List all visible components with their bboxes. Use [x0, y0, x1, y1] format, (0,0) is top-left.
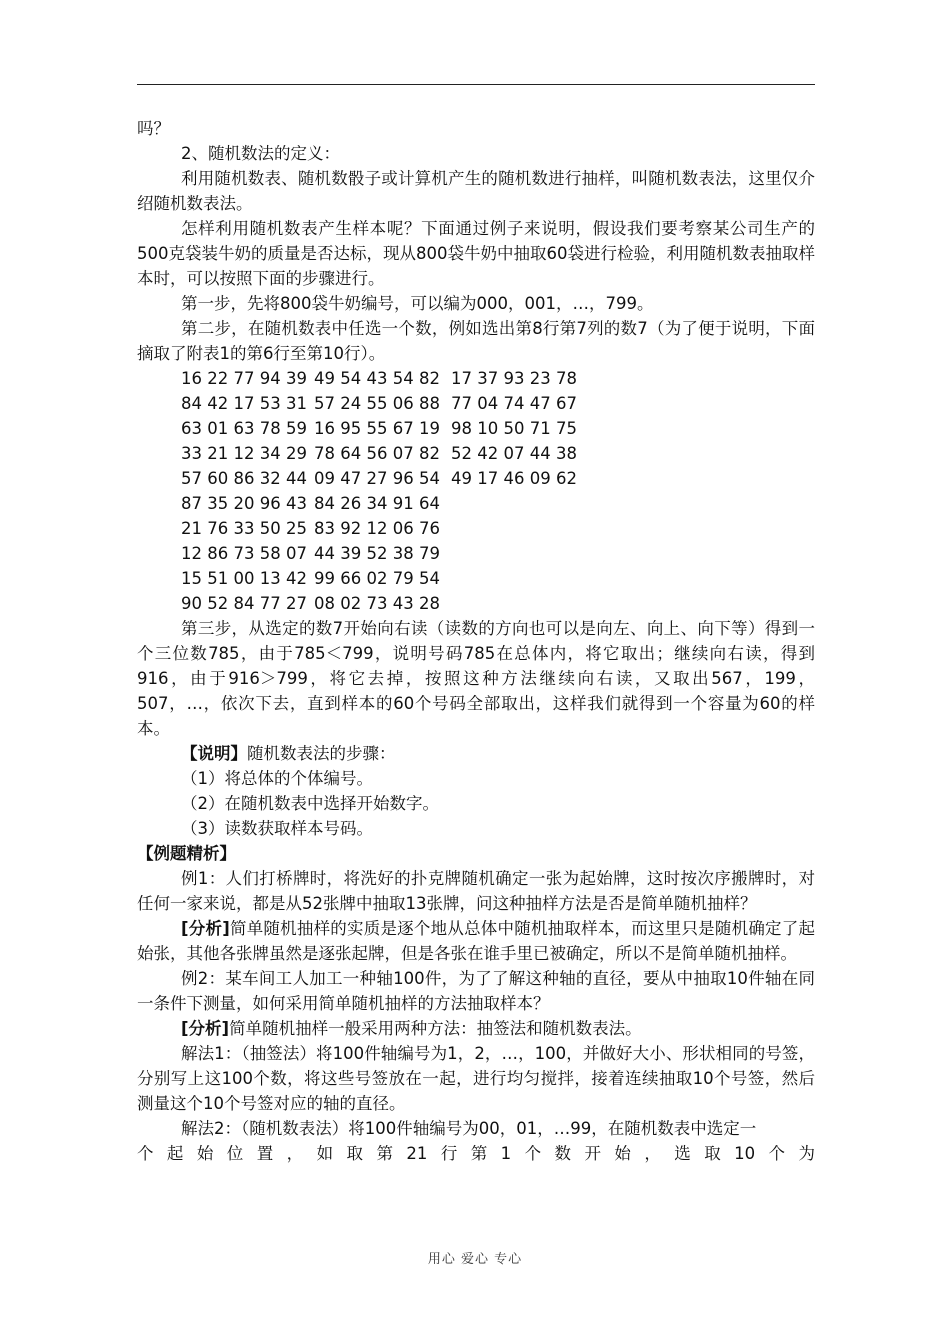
paragraph: [137, 916, 815, 966]
table-row: [137, 441, 815, 466]
paragraph: [137, 166, 815, 216]
paragraph-text: 简单随机抽样一般采用两种方法：抽签法和随机数表法。: [229, 1019, 642, 1038]
table-cell: 90 52 84 77 27: [181, 594, 307, 613]
table-cell: 52 42 07 44 38: [451, 444, 577, 463]
paragraph-text: 随机数表法的步骤：: [247, 744, 396, 763]
table-cell: 57 60 86 32 44: [181, 469, 307, 488]
paragraph-text: 解法2：（随机数表法）将100件轴编号为00，01，…99，在随机数表中选定一: [181, 1119, 757, 1138]
paragraph-text: （2）在随机数表中选择开始数字。: [181, 794, 439, 813]
table-cell: 63 01 63 78 59: [181, 419, 307, 438]
random-number-table: [137, 366, 815, 616]
paragraph-text: 例2：某车间工人加工一种轴100件，为了了解这种轴的直径，要从中抽取10件轴在同一条件下测量，如何采用简单随机抽样的方法抽取样本？: [137, 969, 815, 1013]
table-cell: 84 26 34 91 64: [314, 494, 440, 513]
paragraph: [137, 1116, 815, 1141]
paragraph: [137, 616, 815, 741]
table-cell: 77 04 74 47 67: [451, 394, 577, 413]
paragraph-text: 第三步，从选定的数7开始向右读（读数的方向也可以是向左、向上、向下等）得到一个三位数785，由于785＜799，说明号码785在总体内，将它取出；继续向右读，得到916，由于916＞799，将它去掉，按照这种方法继续向右读，又取出567，199，507，…，依次下去，直到样本的60个号码全部取出，这样我们就得到一个容量为60的样本。: [137, 619, 815, 738]
paragraph-text: 第二步，在随机数表中任选一个数，例如选出第8行第7列的数7（为了便于说明，下面摘取了附表1的第6行至第10行）。: [137, 319, 815, 363]
table-cell: 87 35 20 96 43: [181, 494, 307, 513]
table-row: [137, 366, 815, 391]
table-cell: 12 86 73 58 07: [181, 544, 307, 563]
paragraph-label: [分析]: [181, 1019, 230, 1038]
paragraph-label: 【说明】: [181, 744, 247, 763]
table-cell: 21 76 33 50 25: [181, 519, 307, 538]
paragraph: [137, 1141, 815, 1166]
page-footer: 用心 爱心 专心: [427, 1252, 523, 1267]
table-cell: 15 51 00 13 42: [181, 569, 307, 588]
paragraph-text: （3）读数获取样本号码。: [181, 819, 373, 838]
header-rule: [137, 84, 815, 85]
table-row: [137, 591, 815, 616]
table-cell: 83 92 12 06 76: [314, 519, 440, 538]
paragraph: [137, 816, 815, 841]
document-body: [137, 116, 815, 1166]
paragraph: [137, 1016, 815, 1041]
table-cell: 99 66 02 79 54: [314, 569, 440, 588]
paragraph-label: 【例题精析】: [137, 844, 236, 863]
paragraph: [137, 766, 815, 791]
paragraph-text: 解法1：（抽签法）将100件轴编号为1，2，…，100，并做好大小、形状相同的号签，分别写上这100个数，将这些号签放在一起，进行均匀搅拌，接着连续抽取10个号签，然后测量这个10个号签对应的轴的直径。: [137, 1044, 815, 1113]
paragraph: [137, 116, 815, 141]
paragraph-text: 例1：人们打桥牌时，将洗好的扑克牌随机确定一张为起始牌，这时按次序搬牌时，对任何一家来说，都是从52张牌中抽取13张牌，问这种抽样方法是否是简单随机抽样？: [137, 869, 815, 913]
table-row: [137, 466, 815, 491]
paragraph: [137, 216, 815, 291]
table-row: [137, 541, 815, 566]
table-cell: 98 10 50 71 75: [451, 419, 577, 438]
table-cell: 33 21 12 34 29: [181, 444, 307, 463]
table-cell: 49 17 46 09 62: [451, 469, 577, 488]
intro-section: [137, 116, 815, 366]
paragraph-text: 个起始位置，如取第21行第1个数开始，选取10个为: [137, 1144, 815, 1163]
table-row: [137, 416, 815, 441]
table-cell: 78 64 56 07 82: [314, 444, 440, 463]
table-row: [137, 516, 815, 541]
paragraph: [137, 791, 815, 816]
paragraph-text: 吗？: [137, 119, 170, 138]
paragraph-text: 简单随机抽样的实质是逐个地从总体中随机抽取样本，而这里只是随机确定了起始张，其他各张牌虽然是逐张起牌，但是各张在谁手里已被确定，所以不是简单随机抽样。: [137, 919, 815, 963]
paragraph: [137, 841, 815, 866]
table-row: [137, 391, 815, 416]
table-row: [137, 566, 815, 591]
paragraph-text: 怎样利用随机数表产生样本呢？下面通过例子来说明，假设我们要考察某公司生产的500克袋装牛奶的质量是否达标，现从800袋牛奶中抽取60袋进行检验，利用随机数表抽取样本时，可以按照下面的步骤进行。: [137, 219, 815, 288]
paragraph: [137, 291, 815, 316]
table-cell: 84 42 17 53 31: [181, 394, 307, 413]
paragraph-text: 2、随机数法的定义：: [181, 144, 340, 163]
paragraph: [137, 316, 815, 366]
table-cell: 09 47 27 96 54: [314, 469, 440, 488]
table-cell: 57 24 55 06 88: [314, 394, 440, 413]
paragraph-text: （1）将总体的个体编号。: [181, 769, 373, 788]
table-cell: 17 37 93 23 78: [451, 369, 577, 388]
paragraph: [137, 866, 815, 916]
paragraph: [137, 1041, 815, 1116]
table-cell: 08 02 73 43 28: [314, 594, 440, 613]
table-cell: 49 54 43 54 82: [314, 369, 440, 388]
paragraph: [137, 141, 815, 166]
table-cell: 16 22 77 94 39: [181, 369, 307, 388]
table-cell: 44 39 52 38 79: [314, 544, 440, 563]
paragraph: [137, 741, 815, 766]
table-cell: 16 95 55 67 19: [314, 419, 440, 438]
paragraph: [137, 966, 815, 1016]
table-row: [137, 491, 815, 516]
paragraph-label: [分析]: [181, 919, 230, 938]
paragraph-text: 利用随机数表、随机数骰子或计算机产生的随机数进行抽样，叫随机数表法，这里仅介绍随机数表法。: [137, 169, 815, 213]
paragraph-text: 第一步，先将800袋牛奶编号，可以编为000，001，…，799。: [181, 294, 654, 313]
examples-section: [137, 616, 815, 1166]
